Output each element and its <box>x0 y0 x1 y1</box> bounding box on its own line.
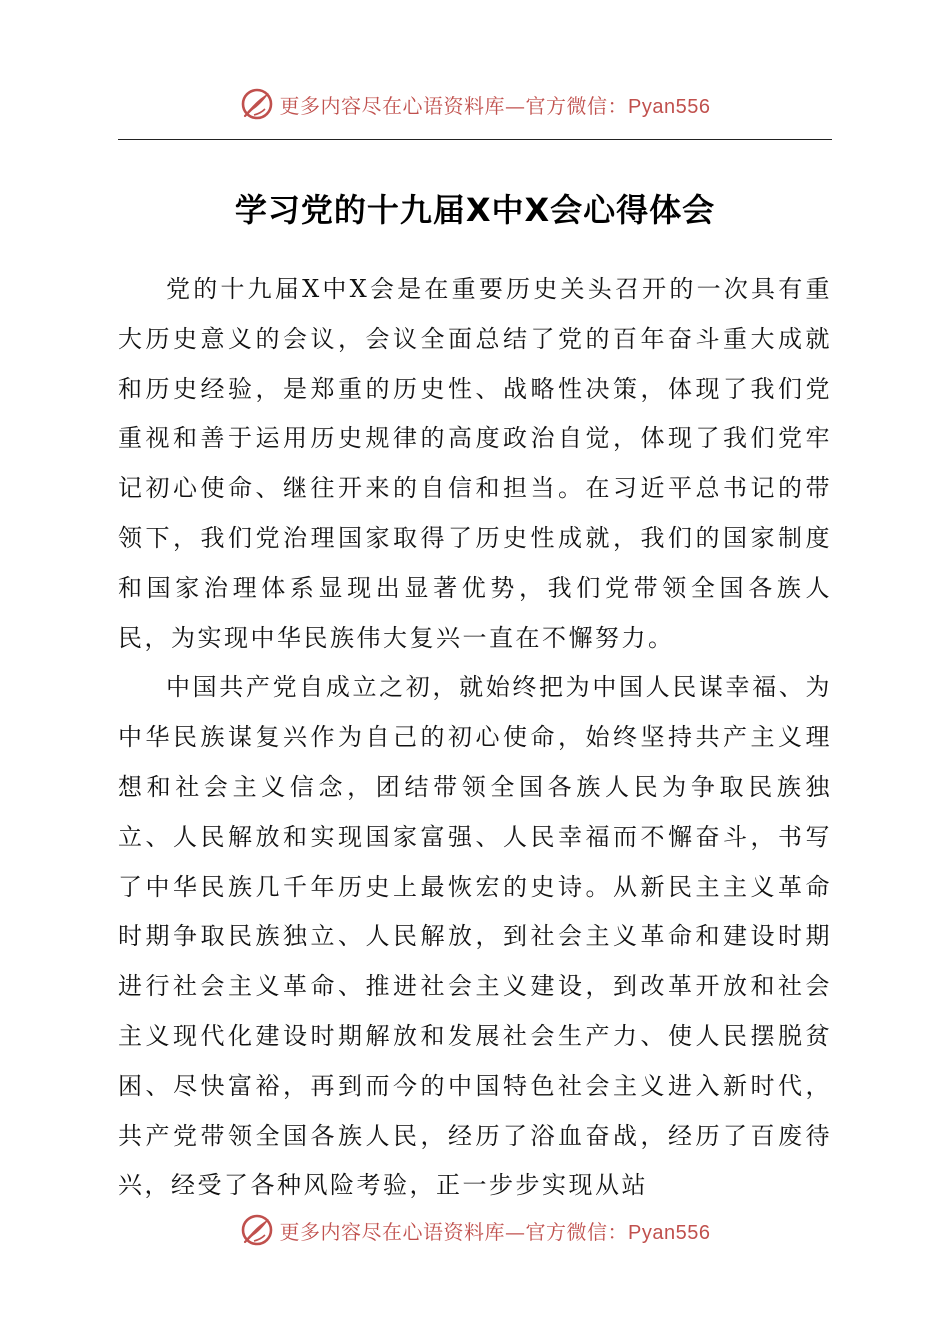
header-banner-main: 更多内容尽在心语资料库—官方微信： <box>279 93 629 118</box>
quill-pen-logo-icon <box>240 1213 274 1247</box>
footer-banner-text <box>280 1216 711 1245</box>
footer-banner <box>0 1210 950 1250</box>
header-wechat-id: Pyan556 <box>628 95 711 118</box>
header-banner-text <box>280 90 711 119</box>
paragraph-2: 中国共产党自成立之初，就始终把为中国人民谋幸福、为中华民族谋复兴作为自己的初心使命，始终坚持共产主义理想和社会主义信念，团结带领全国各族人民为争取民族独立、人民解放和实现国家富强、人民幸福而不懈奋斗，书写了中华民族几千年历史上最恢宏的史诗。从新民主主义革命时期争取民族独立、人民解放，到社会主义革命和建设时期进行社会主义革命、推进社会主义建设，到改革开放和社会主义现代化建设时期解放和发展社会生产力、使人民摆脱贫困、尽快富裕，再到而今的中国特色社会主义进入新时代，共产党带领全国各族人民，经历了浴血奋战，经历了百废待兴，经受了各种风险考验，正一步步实现从站 <box>118 673 832 1200</box>
header-banner <box>0 84 950 124</box>
document-body <box>118 265 832 1211</box>
footer-banner-main: 更多内容尽在心语资料库—官方微信： <box>279 1219 629 1244</box>
header-divider <box>118 139 832 140</box>
quill-pen-logo-icon <box>240 87 274 121</box>
footer-wechat-id: Pyan556 <box>628 1221 711 1244</box>
document-title: 学习党的十九届X中X会心得体会 <box>234 191 716 229</box>
paragraph-1: 党的十九届X中X会是在重要历史关头召开的一次具有重大历史意义的会议，会议全面总结了党的百年奋斗重大成就和历史经验，是郑重的历史性、战略性决策，体现了我们党重视和善于运用历史规律的高度政治自觉，体现了我们党牢记初心使命、继往开来的自信和担当。在习近平总书记的带领下，我们党治理国家取得了历史性成就，我们的国家制度和国家治理体系显现出显著优势，我们党带领全国各族人民，为实现中华民族伟大复兴一直在不懈努力。 <box>118 275 832 652</box>
